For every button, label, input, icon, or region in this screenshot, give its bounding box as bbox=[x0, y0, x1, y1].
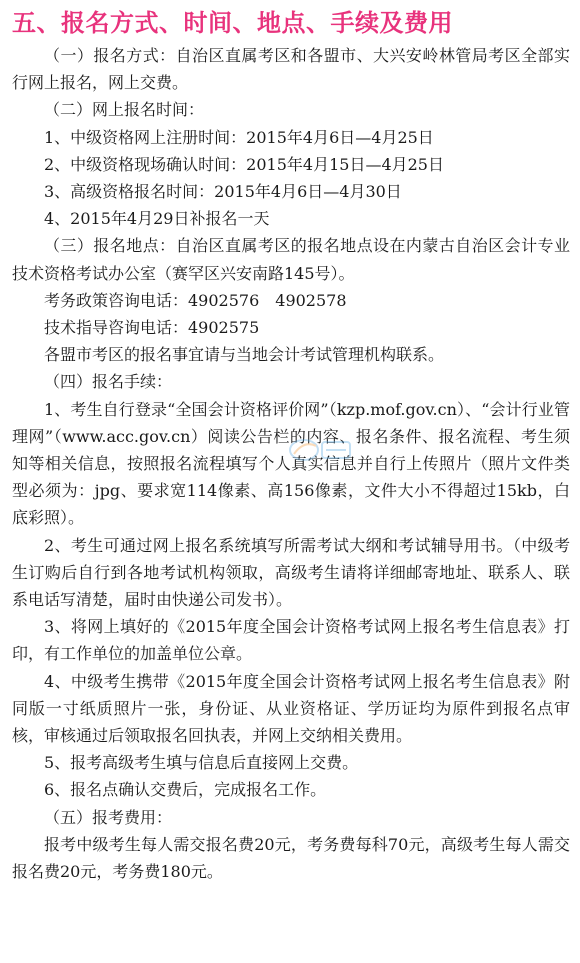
paragraph-procedure-title: （四）报名手续： bbox=[44, 372, 173, 392]
paragraph-method: （一）报名方式：自治区直属考区和各盟市、大兴安岭林管局考区全部实行网上报名，网上交费。 bbox=[12, 46, 570, 93]
paragraph-procedure-5: 5、报考高级考生填与信息后直接网上交费。 bbox=[44, 753, 359, 773]
paragraph-local-contact: 各盟市考区的报名事宜请与当地会计考试管理机构联系。 bbox=[44, 345, 445, 365]
paragraph-fee-title: （五）报考费用： bbox=[44, 807, 173, 827]
paragraph-procedure-3: 3、将网上填好的《2015年度全国会计资格考试网上报名考生信息表》打印，有工作单位的加盖单位公章。 bbox=[12, 617, 570, 664]
paragraph-time-3: 3、高级资格报名时间：2015年4月6日—4月30日 bbox=[44, 182, 402, 202]
paragraph-procedure-2: 2、考生可通过网上报名系统填写所需考试大纲和考试辅导用书。（中级考生订购后自行到各地考试机构领取，高级考生请将详细邮寄地址、联系人、联系电话写清楚，届时由快递公司发书）。 bbox=[12, 535, 570, 610]
section-heading: 五、报名方式、时间、地点、手续及费用 bbox=[12, 8, 453, 37]
paragraph-policy-phone: 考务政策咨询电话：4902576 4902578 bbox=[44, 290, 347, 310]
paragraph-tech-phone: 技术指导咨询电话：4902575 bbox=[44, 318, 260, 338]
paragraph-time-4: 4、2015年4月29日补报名一天 bbox=[44, 209, 270, 229]
paragraph-location: （三）报名地点：自治区直属考区的报名地点设在内蒙古自治区会计专业技术资格考试办公室（赛罕区兴安南路145号）。 bbox=[12, 236, 570, 283]
exam-site-logo-icon bbox=[286, 432, 356, 468]
paragraph-procedure-1: 1、考生自行登录“全国会计资格评价网”（kzp.mof.gov.cn）、“会计行业管理网”（www.acc.gov.cn）阅读公告栏的内容、报名条件、报名流程、考生须知等相关信息，按照报名流程填写个人真实信息并自行上传照片（照片文件类型必须为：jpg、要求宽114像素、高156像素，文件大小不得超过15kb，白底彩照）。 bbox=[12, 399, 570, 528]
paragraph-fee-detail: 报考中级考生每人需交报名费20元，考务费每科70元，高级考生每人需交报名费20元，考务费180元。 bbox=[12, 834, 570, 882]
paragraph-time-title: （二）网上报名时间： bbox=[44, 100, 205, 120]
paragraph-time-1: 1、中级资格网上注册时间：2015年4月6日—4月25日 bbox=[44, 127, 434, 147]
paragraph-procedure-4: 4、中级考生携带《2015年度全国会计资格考试网上报名考生信息表》附同版一寸纸质照片一张，身份证、从业资格证、学历证均为原件到报名点审核，审核通过后领取报名回执表，并网上交纳相关费用。 bbox=[12, 671, 570, 746]
paragraph-procedure-6: 6、报名点确认交费后，完成报名工作。 bbox=[44, 780, 327, 800]
paragraph-time-2: 2、中级资格现场确认时间：2015年4月15日—4月25日 bbox=[44, 154, 444, 174]
